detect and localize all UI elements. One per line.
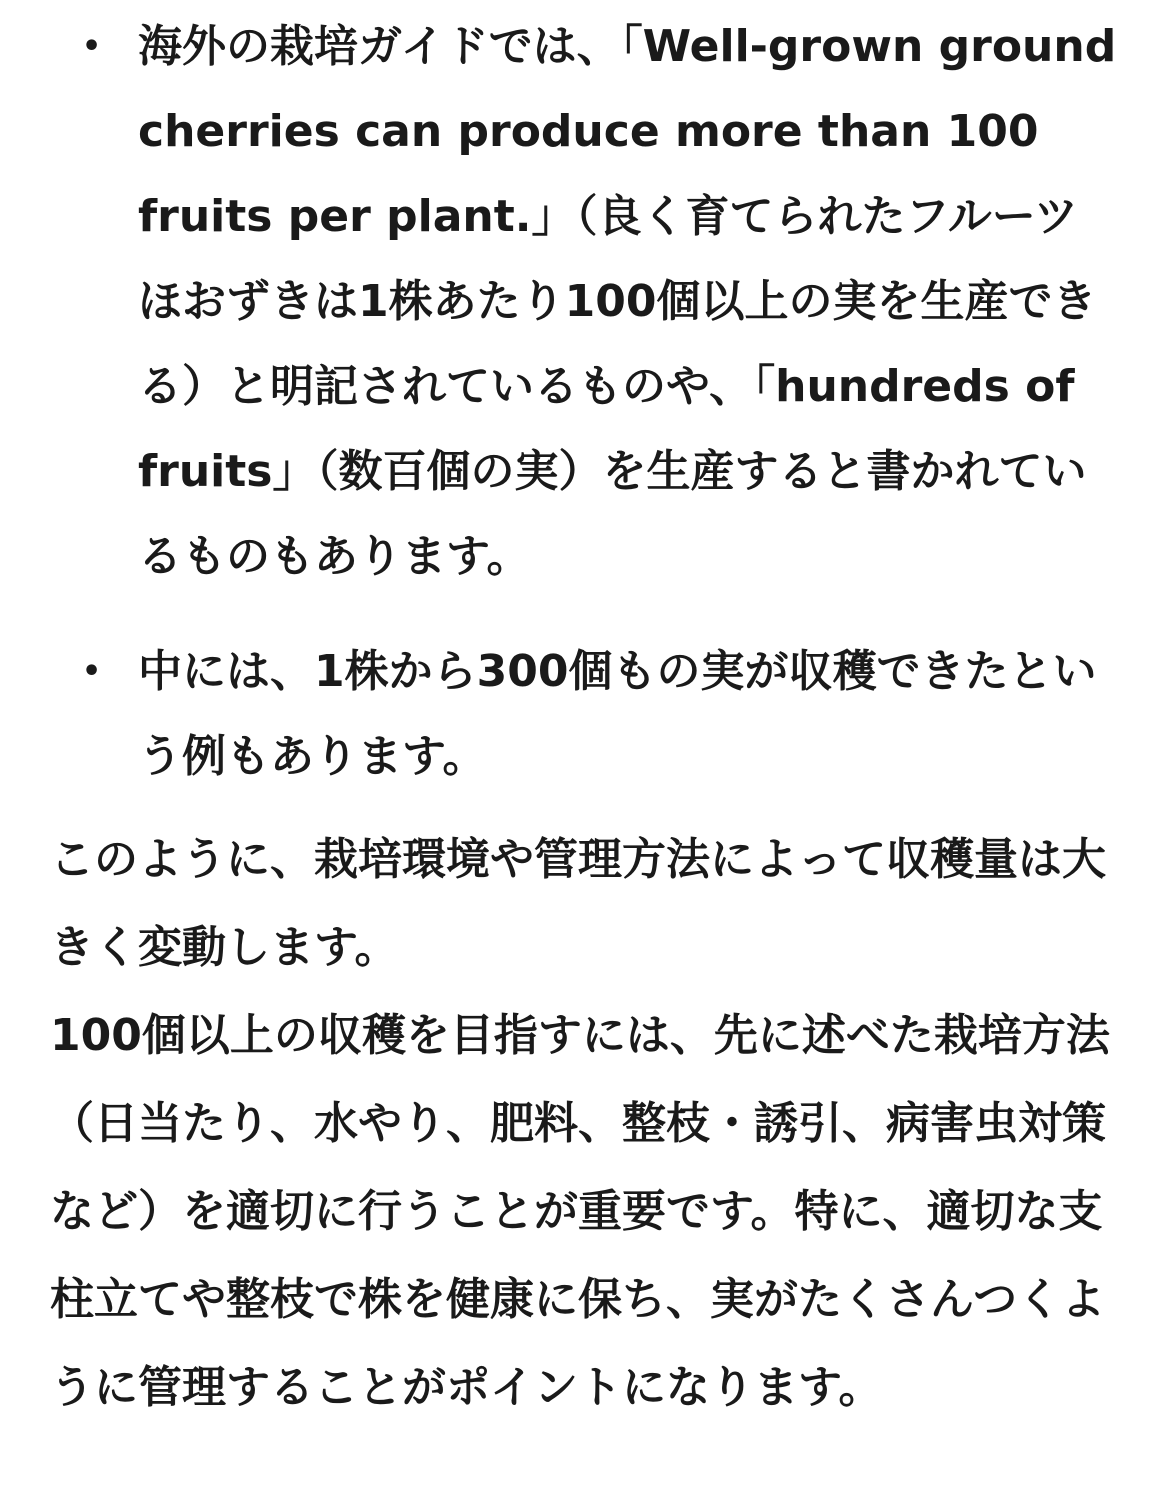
bullet-dot-icon: • xyxy=(82,29,102,64)
paragraph-cultivation-tips: 100個以上の収穫を目指すには、先に述べた栽培方法（日当たり、水やり、肥料、整枝・誘引、病害虫対策など）を適切に行うことが重要です。特に、適切な支柱立てや整枝で株を健康に保ち、実がたくさんつくように管理することがポイントになります。 xyxy=(50,1010,1110,1413)
bullet-text: 海外の栽培ガイドでは、「Well-grown ground cherries can produce more than 100 fruits per plant.」（良く育てられたフルーツほおずきは1株あたり100個以上の実を生産できる）と明記されているものや、「hundreds of fruits」（数百個の実）を生産すると書かれているものもあります。 xyxy=(138,21,1117,582)
paragraph-yield-variation: このように、栽培環境や管理方法によって収穫量は大きく変動します。 xyxy=(50,834,1106,973)
bullet-list xyxy=(50,4,1120,799)
bullet-item-yield-guides xyxy=(50,4,1120,599)
bullet-text: 中には、1株から300個もの実が収穫できたという例もあります。 xyxy=(138,646,1097,782)
bullet-dot-icon: • xyxy=(82,654,102,689)
bullet-item-300-fruits xyxy=(50,629,1120,799)
article-body xyxy=(50,4,1120,1432)
